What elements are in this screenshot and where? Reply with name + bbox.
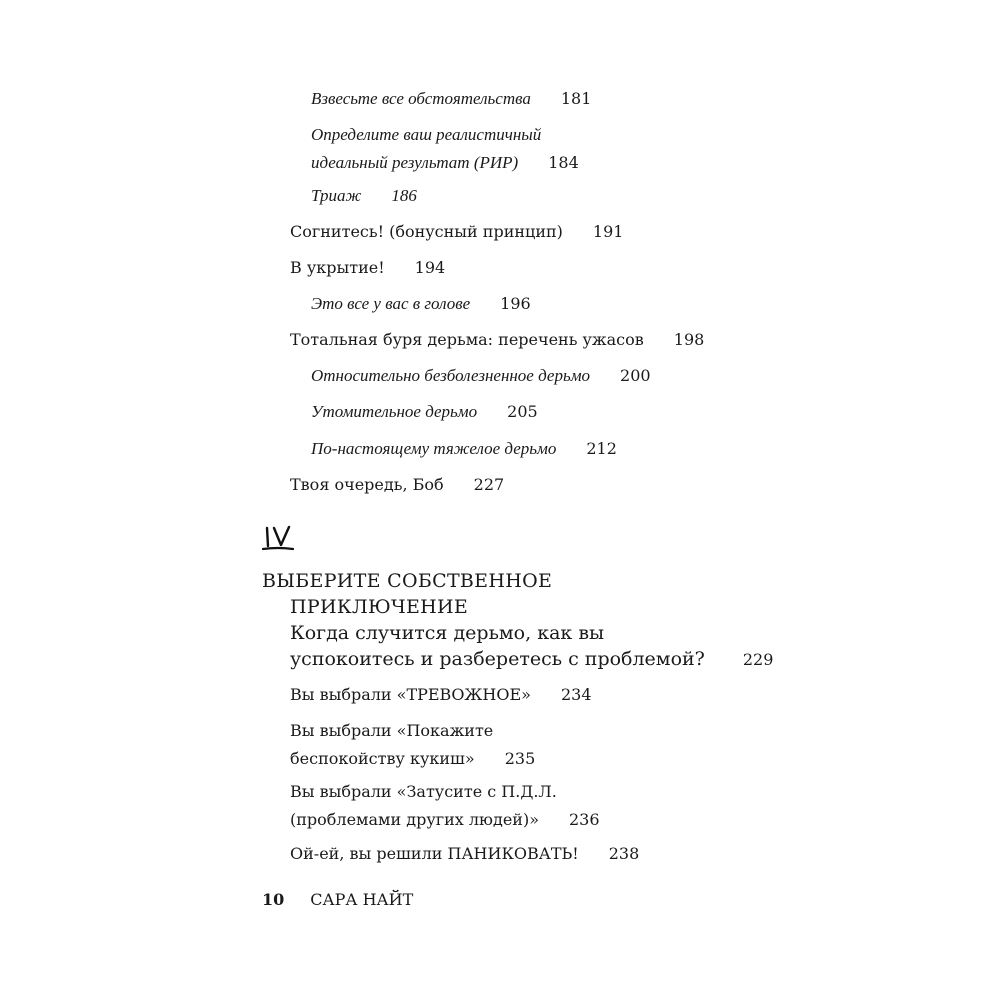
toc-entry [290,717,535,773]
toc-entry-title: Утомительное дерьмо [311,402,478,421]
toc-entry-page: 198 [673,330,705,349]
toc-entry [311,362,651,390]
toc-entry-page: 186 [391,186,417,205]
toc-entry-page: 184 [548,153,579,172]
toc-entry-page: 235 [504,749,536,768]
toc-entry-title: В укрытие! [290,258,385,277]
toc-entry-page: 236 [569,810,600,829]
toc-entry-title: Это все у вас в голове [311,294,471,313]
toc-entry [311,290,531,318]
part-number-icon [262,522,294,552]
running-author: САРА НАЙТ [310,890,414,909]
part-title [262,568,552,620]
part-subtitle-line: успокоитесь и разберетесь с проблемой? [290,648,705,670]
toc-entry-title: Вы выбрали «ТРЕВОЖНОЕ» [290,685,531,704]
page-number: 10 [262,890,285,909]
toc-entry-page: 196 [500,294,531,313]
part-subtitle [290,620,773,673]
toc-entry-title: Взвесьте все обстоятельства [311,89,531,108]
toc-entry [290,326,704,354]
toc-entry-title: Тотальная буря дерьма: перечень ужасов [290,330,644,349]
toc-entry [290,681,592,709]
toc-entry-title: Триаж [311,186,362,205]
toc-entry [311,182,417,210]
toc-entry-title: Ой-ей, вы решили ПАНИКОВАТЬ! [290,844,579,863]
toc-entry-page: 205 [507,402,538,421]
toc-entry-title: Относительно безболезненное дерьмо [311,366,591,385]
toc-entry [290,840,639,868]
toc-entry [311,435,617,463]
toc-entry [311,85,591,113]
toc-entry [290,778,600,834]
part-title-line: ПРИКЛЮЧЕНИЕ [290,596,469,618]
part-title-line: ВЫБЕРИТЕ СОБСТВЕННОЕ [262,570,553,592]
toc-entry-title-line: идеальный результат (РИР) [311,153,519,172]
toc-entry-page: 200 [620,366,651,385]
toc-entry-title-line: Вы выбрали «Покажите [290,721,494,740]
toc-entry-page: 191 [592,222,624,241]
toc-entry-page: 212 [586,439,617,458]
toc-entry-title-line: Определите ваш реалистичный [311,125,542,144]
toc-entry [290,254,445,282]
part-subtitle-line: Когда случится дерьмо, как вы [290,622,605,644]
part-page: 229 [742,650,774,669]
toc-entry-title: Согнитесь! (бонусный принцип) [290,222,563,241]
toc-entry [311,121,579,177]
toc-entry-page: 238 [608,844,640,863]
toc-entry-title: Твоя очередь, Боб [290,475,444,494]
toc-entry [311,398,538,426]
toc-entry-page: 194 [414,258,446,277]
toc-entry-page: 227 [473,475,505,494]
toc-entry-title-line: беспокойству кукиш» [290,749,475,768]
toc-entry [290,218,623,246]
page-footer [262,890,413,909]
toc-entry-page: 181 [560,89,592,108]
toc-entry [290,471,504,499]
toc-entry-title-line: Вы выбрали «Затусите с П.Д.Л. [290,782,557,801]
toc-entry-title: По-настоящему тяжелое дерьмо [311,439,557,458]
toc-entry-page: 234 [560,685,592,704]
toc-entry-title-line: (проблемами других людей)» [290,810,539,829]
